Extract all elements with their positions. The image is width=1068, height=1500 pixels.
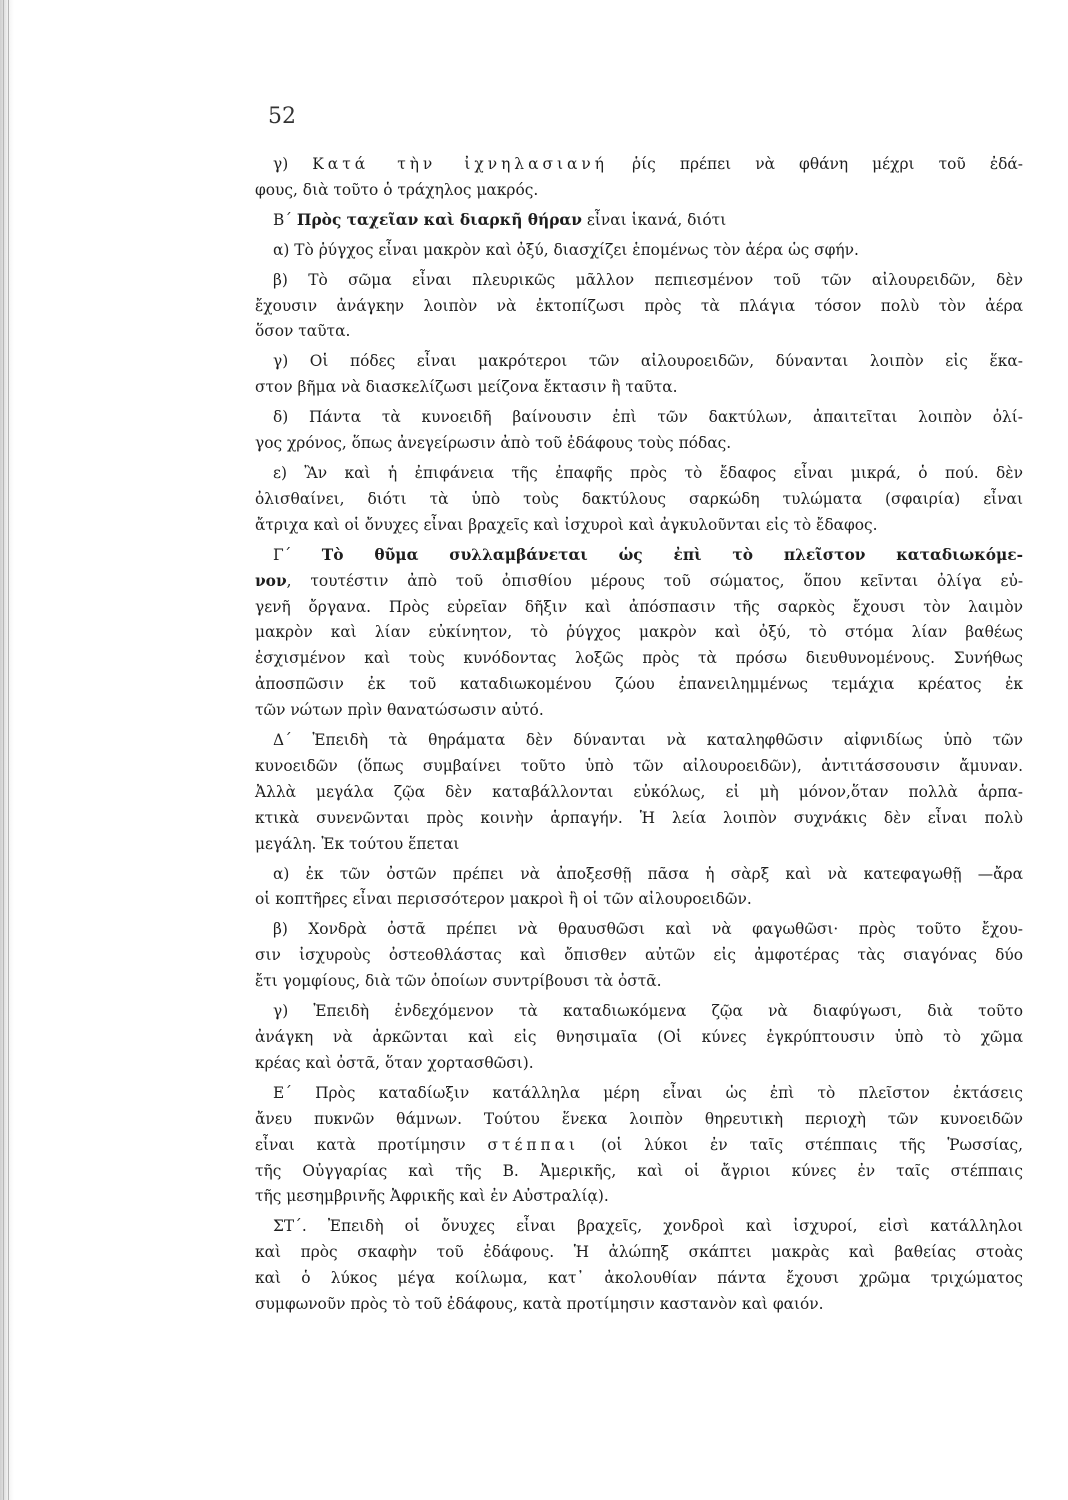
- text-run: εἶναι ἱκανά, διότι: [581, 210, 727, 229]
- text-line: [255, 646, 1023, 672]
- text-run: στον βῆμα νὰ διασκελίζωσι μείζονα ἔκτασιν ἢ ταῦτα.: [255, 378, 678, 397]
- page-body-text: [255, 152, 1023, 1318]
- text-line: [255, 1081, 1023, 1107]
- text-line: [255, 728, 1023, 754]
- text-line: [255, 1025, 1023, 1051]
- spaced-emphasis-text: στέππαι: [487, 1135, 580, 1154]
- text-line: [255, 431, 1023, 457]
- text-line: [255, 595, 1023, 621]
- text-run: ἀνάγκη νὰ ἀρκῶνται καὶ εἰς θνησιμαῖα (Οἱ κύνες ἐγκρύπτουσιν ὑπὸ τὸ χῶμα: [255, 1028, 1023, 1046]
- binding-line: [3, 0, 4, 1500]
- text-line: [255, 349, 1023, 375]
- text-run: γ) Ἐπειδὴ ἐνδεχόμενον τὰ καταδιωκόμενα ζῷα νὰ διαφύγωσι, διὰ τοῦτο: [273, 1002, 1024, 1021]
- text-line: [255, 513, 1023, 539]
- text-line: [255, 698, 1023, 724]
- text-line: [255, 1051, 1023, 1077]
- text-line: [255, 806, 1023, 832]
- text-run: Δ΄ Ἐπειδὴ τὰ θηράματα δὲν δύνανται νὰ καταληφθῶσιν αἰφνιδίως ὑπὸ τῶν: [273, 731, 1024, 750]
- text-line: [255, 1292, 1023, 1318]
- text-run: κρέας καὶ ὀστᾶ, ὅταν χορτασθῶσι).: [255, 1053, 534, 1072]
- text-run: ἔτι γομφίους, διὰ τῶν ὁποίων συντρίβουσι τὰ ὀστᾶ.: [255, 972, 662, 991]
- text-run: β) Τὸ σῶμα εἶναι πλευρικῶς μᾶλλον πεπιεσμένον τοῦ τῶν αἰλουρειδῶν, δὲν: [273, 270, 1024, 289]
- text-line: [255, 943, 1023, 969]
- spaced-emphasis-text: Κατά τὴν ἰχνηλασιανή: [312, 155, 608, 173]
- text-run: καὶ πρὸς σκαφὴν τοῦ ἐδάφους. Ἡ ἀλώπηξ σκάπτει μακρὰς καὶ βαθείας στοὰς: [255, 1243, 1023, 1262]
- text-line: [255, 543, 1023, 569]
- text-run: συμφωνοῦν πρὸς τὸ τοῦ ἐδάφους, κατὰ προτίμησιν καστανὸν καὶ φαιόν.: [255, 1295, 824, 1314]
- text-line: [255, 620, 1023, 646]
- text-run: ὀλισθαίνει, διότι τὰ ὑπὸ τοὺς δακτύλους σαρκώδη τυλώματα (σφαιρία) εἶναι: [255, 489, 1023, 508]
- text-run: μακρὸν καὶ λίαν εὐκίνητον, τὸ ῥύγχος μακρὸν καὶ ὀξύ, τὸ στόμα λίαν βαθέως: [255, 623, 1023, 642]
- text-run: α) Τὸ ῥύγχος εἶναι μακρὸν καὶ ὀξύ, διασχίζει ἑπομένως τὸν ἀέρα ὡς σφήν.: [273, 240, 859, 259]
- text-run: δ) Πάντα τὰ κυνοειδῆ βαίνουσιν ἐπὶ τῶν δακτύλων, ἀπαιτεῖται λοιπὸν ὀλί-: [273, 408, 1023, 427]
- text-line: [255, 862, 1023, 888]
- text-run: Β΄: [273, 210, 297, 229]
- text-run: ἀποσπῶσιν ἐκ τοῦ καταδιωκομένου ζώου ἐπανειλημμένως τεμάχια κρέατος ἐκ: [255, 675, 1023, 694]
- text-line: [255, 569, 1023, 595]
- bold-heading-text: Τὸ θῦμα συλλαμβάνεται ὡς ἐπὶ τὸ πλεῖστον καταδιωκόμε-: [321, 545, 1023, 564]
- text-line: [255, 1240, 1023, 1266]
- text-line: [255, 208, 1023, 234]
- text-line: [255, 1214, 1023, 1240]
- bold-heading-text: Πρὸς ταχεῖαν καὶ διαρκῆ θήραν: [296, 210, 582, 229]
- text-run: Γ΄: [273, 545, 322, 564]
- text-line: [255, 754, 1023, 780]
- text-line: [255, 780, 1023, 806]
- text-run: Ἀλλὰ μεγάλα ζῷα δὲν καταβάλλονται εὐκόλως, εἰ μὴ μόνον,ὅταν πολλὰ ἁρπα-: [255, 782, 1023, 801]
- text-line: [255, 178, 1023, 204]
- text-line: [255, 1107, 1023, 1133]
- text-run: κυνοειδῶν (ὅπως συμβαίνει τοῦτο ὑπὸ τῶν αἰλουροειδῶν), ἀντιτάσσουσιν ἄμυναν.: [255, 756, 1023, 775]
- text-line: [255, 375, 1023, 401]
- text-run: γ) Οἱ πόδες εἶναι μακρότεροι τῶν αἰλουροειδῶν, δύνανται λοιπὸν εἰς ἕκα-: [273, 352, 1023, 371]
- text-run: ΣΤ΄. Ἐπειδὴ οἱ ὄνυχες εἶναι βραχεῖς, χονδροὶ καὶ ἰσχυροί, εἰσὶ κατάλληλοι: [273, 1217, 1023, 1236]
- text-run: γος χρόνος, ὅπως ἀνεγείρωσιν ἀπὸ τοῦ ἐδάφους τοὺς πόδας.: [255, 434, 732, 453]
- text-line: [255, 405, 1023, 431]
- page-binding-edge: [0, 0, 14, 1500]
- text-run: ε) Ἂν καὶ ἡ ἐπιφάνεια τῆς ἐπαφῆς πρὸς τὸ ἔδαφος εἶναι μικρά, ὁ πού. δὲν: [273, 463, 1023, 482]
- bold-heading-text: νον: [255, 571, 287, 590]
- text-run: α) ἐκ τῶν ὀστῶν πρέπει νὰ ἀποξεσθῇ πᾶσα ἡ σὰρξ καὶ νὰ κατεφαγωθῇ —ἄρα: [273, 864, 1023, 883]
- text-run: ὅσον ταῦτα.: [255, 322, 351, 341]
- text-line: [255, 1184, 1023, 1210]
- text-line: [255, 461, 1023, 487]
- text-run: Ε΄ Πρὸς καταδίωξιν κατάλληλα μέρη εἶναι ὡς ἐπὶ τὸ πλεῖστον ἐκτάσεις: [273, 1083, 1023, 1102]
- text-line: [255, 887, 1023, 913]
- text-run: β) Χονδρὰ ὀστᾶ πρέπει νὰ θραυσθῶσι καὶ νὰ φαγωθῶσι· πρὸς τοῦτο ἔχου-: [273, 920, 1024, 939]
- text-line: [255, 268, 1023, 294]
- text-run: κτικὰ συνενῶνται πρὸς κοινὴν ἁρπαγήν. Ἡ λεία λοιπὸν συχνάκις δὲν εἶναι πολὺ: [255, 808, 1023, 827]
- text-run: οἱ κοπτῆρες εἶναι περισσότερον μακροὶ ἢ οἱ τῶν αἰλουροειδῶν.: [255, 890, 752, 909]
- text-run: ἐσχισμένον καὶ τοὺς κυνόδοντας λοξῶς πρὸς τὰ πρόσω διευθυνομένους. Συνήθως: [255, 649, 1023, 668]
- text-run: ἄτριχα καὶ οἱ ὄνυχες εἶναι βραχεῖς καὶ ἰσχυροὶ καὶ ἀγκυλοῦνται εἰς τὸ ἔδαφος.: [255, 515, 878, 534]
- text-line: [255, 238, 1023, 264]
- text-line: [255, 999, 1023, 1025]
- text-run: σιν ἰσχυροὺς ὀστεοθλάστας καὶ ὄπισθεν αὐτῶν εἰς ἀμφοτέρας τὰς σιαγόνας δύο: [255, 946, 1024, 965]
- text-run: τῶν νώτων πρὶν θανατώσωσιν αὐτό.: [255, 701, 544, 720]
- text-run: , τουτέστιν ἀπὸ τοῦ ὀπισθίου μέρους τοῦ σώματος, ὅπου κεῖνται ὀλίγα εὐ-: [286, 571, 1024, 590]
- text-line: [255, 1133, 1023, 1159]
- text-run: ῥίς πρέπει νὰ φθάνη μέχρι τοῦ ἐδά-: [607, 155, 1023, 173]
- text-line: [255, 294, 1023, 320]
- text-line: [255, 487, 1023, 513]
- text-line: [255, 1159, 1023, 1185]
- binding-line: [8, 0, 9, 1500]
- text-line: [255, 969, 1023, 995]
- page-number: 52: [268, 104, 296, 129]
- text-run: καὶ ὁ λύκος μέγα κοίλωμα, κατ᾽ ἀκολουθίαν πάντα ἔχουσι χρῶμα τριχώματος: [255, 1269, 1023, 1288]
- text-run: γενῆ ὄργανα. Πρὸς εὐρεῖαν δῆξιν καὶ ἀπόσπασιν τῆς σαρκὸς ἔχουσι τὸν λαιμὸν: [255, 597, 1023, 616]
- text-line: [255, 672, 1023, 698]
- text-run: εἶναι κατὰ προτίμησιν: [255, 1135, 488, 1154]
- text-run: ἔχουσιν ἀνάγκην λοιπὸν νὰ ἐκτοπίζωσι πρὸς τὰ πλάγια τόσον πολὺ τὸν ἀέρα: [255, 296, 1024, 315]
- text-run: τῆς μεσημβρινῆς Ἀφρικῆς καὶ ἐν Αὐστραλίᾳ).: [255, 1187, 609, 1206]
- text-line: [255, 152, 1023, 178]
- text-line: [255, 319, 1023, 345]
- text-line: [255, 832, 1023, 858]
- text-run: φους, διὰ τοῦτο ὁ τράχηλος μακρός.: [255, 180, 539, 199]
- text-run: (οἱ λύκοι ἐν ταῖς στέππαις τῆς Ῥωσσίας,: [579, 1135, 1023, 1154]
- text-run: μεγάλη. Ἐκ τούτου ἕπεται: [255, 834, 460, 853]
- text-run: ἄνευ πυκνῶν θάμνων. Τούτου ἕνεκα λοιπὸν θηρευτικὴ περιοχὴ τῶν κυνοειδῶν: [255, 1109, 1023, 1128]
- text-line: [255, 1266, 1023, 1292]
- text-line: [255, 917, 1023, 943]
- text-run: γ): [273, 155, 313, 173]
- text-run: τῆς Οὐγγαρίας καὶ τῆς Β. Ἀμερικῆς, καὶ οἱ ἄγριοι κύνες ἐν ταῖς στέππαις: [255, 1161, 1023, 1180]
